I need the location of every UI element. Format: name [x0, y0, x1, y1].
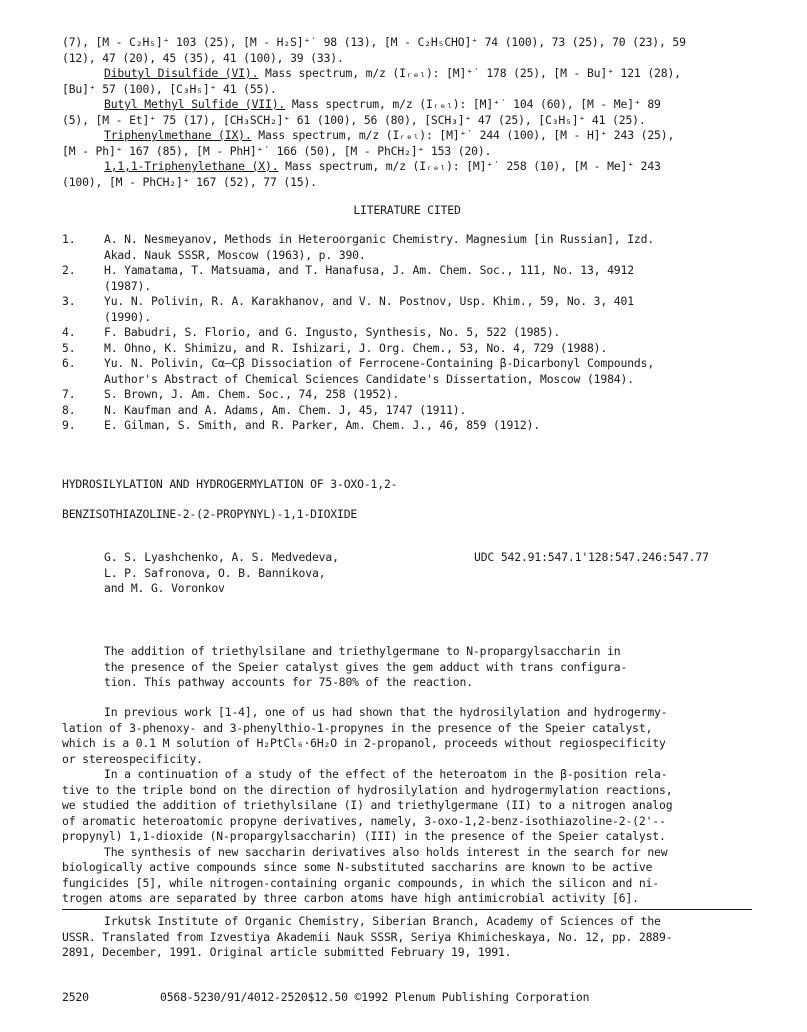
reference-number: 7. [62, 387, 76, 401]
compound-x-line [62, 159, 752, 175]
body-line: The synthesis of new saccharin derivatives also holds interest in the search for new [104, 844, 668, 859]
reference-number: 4. [62, 325, 76, 339]
author-line: L. P. Safronova, O. B. Bannikova, [104, 565, 326, 580]
author-line: G. S. Lyashchenko, A. S. Medvedeva, [104, 550, 339, 564]
authors [104, 550, 464, 597]
reference-text [104, 341, 752, 357]
reference-number: 1. [62, 232, 76, 246]
reference-text [104, 356, 752, 387]
literature-heading: LITERATURE CITED [353, 203, 461, 217]
footnote-line: Irkutsk Institute of Organic Chemistry, Siberian Branch, Academy of Sciences of the [104, 914, 661, 928]
body-line: propynyl) 1,1-dioxide (N-propargylsaccharin) (III) in the presence of the Speier catalyst. [62, 829, 666, 843]
body-line: or stereospecificity. [62, 751, 203, 766]
spectrum-line: (7), [M - C₂H₅]⁺ 103 (25), [M - H₂S]⁺˙ 98 (13), [M - C₂H₅CHO]⁺ 74 (100), 73 (25), 70 (23), 59 [62, 35, 686, 49]
copyright-line: 0568-5230/91/4012-2520$12.50 ©1992 Plenum Publishing Corporation [160, 990, 590, 1004]
spectrum-line: (100), [M - PhCH₂]⁺ 167 (52), 77 (15). [62, 174, 317, 189]
reference-text [104, 232, 752, 263]
compound-vii-line [62, 97, 752, 113]
reference-number: 2. [62, 263, 76, 277]
reference-line: M. Ohno, K. Shimizu, and R. Ishizari, J. Org. Chem., 53, No. 4, 729 (1988). [104, 340, 608, 355]
body-line: biologically active compounds since some N-substituted saccharins are known to be active [62, 860, 653, 874]
reference-item [62, 403, 752, 419]
abstract [104, 644, 744, 691]
spectrum-text: Mass spectrum, m/z (Iᵣₑₗ): [M]⁺˙ 244 (100), [M - H]⁺ 243 (25), [251, 128, 675, 142]
reference-number: 5. [62, 340, 76, 355]
body-line: In previous work [1-4], one of us had shown that the hydrosilylation and hydrogermy- [104, 705, 668, 719]
reference-line: S. Brown, J. Am. Chem. Soc., 74, 258 (1952). [104, 387, 400, 401]
reference-text [104, 387, 752, 403]
body-line: trogen atoms are separated by three carbon atoms have high antimicrobial activity [6]. [62, 891, 639, 905]
compound-ix-line [62, 128, 752, 144]
body-line: In a continuation of a study of the effect of the heteroatom in the β-position rela- [104, 767, 668, 781]
reference-item [62, 325, 752, 341]
reference-line: H. Yamatama, T. Matsuama, and T. Hanafusa, J. Am. Chem. Soc., 111, No. 13, 4912 [104, 263, 634, 277]
compound-name: Triphenylmethane (IX). [104, 128, 252, 142]
reference-line: (1990). [104, 309, 151, 324]
body-text [62, 705, 752, 907]
reference-item [62, 418, 752, 434]
reference-line: N. Kaufman and A. Adams, Am. Chem. J, 45, 1747 (1911). [104, 402, 467, 417]
spectrum-line: [M - Ph]⁺ 167 (85), [M - PhH]⁺˙ 166 (50), [M - PhCH₂]⁺ 153 (20). [62, 143, 492, 158]
udc-code: UDC 542.91:547.1'128:547.246:547.77 [474, 550, 709, 564]
reference-text [104, 403, 752, 419]
body-line: which is a 0.1 M solution of H₂PtCl₆·6H₂O in 2-propanol, proceeds without regiospecificity [62, 736, 666, 750]
reference-number: 6. [62, 356, 76, 370]
abstract-line: the presence of the Speier catalyst gives the gem adduct with trans configura- [104, 659, 628, 674]
page-number: 2520 [62, 990, 89, 1004]
body-line: of aromatic heteroatomic propyne derivatives, namely, 3-oxo-1,2-benz-isothiazoline-2-(2'-- [62, 813, 666, 828]
reference-line: F. Babudri, S. Florio, and G. Ingusto, Synthesis, No. 5, 522 (1985). [104, 325, 561, 339]
body-line: fungicides [5], while nitrogen-containing organic compounds, in which the silicon and ni- [62, 875, 659, 890]
spectrum-line: [Bu]⁺ 57 (100), [C₃H₅]⁺ 41 (55). [62, 81, 277, 96]
reference-line: Yu. N. Polivin, Cα–Cβ Dissociation of Ferrocene-Containing β-Dicarbonyl Compounds, [104, 356, 655, 370]
compound-name: Butyl Methyl Sulfide (VII). [104, 97, 286, 111]
author-line: and M. G. Voronkov [104, 581, 225, 595]
reference-number: 9. [62, 418, 76, 432]
reference-line: A. N. Nesmeyanov, Methods in Heteroorganic Chemistry. Magnesium [in Russian], Izd. [104, 232, 655, 246]
reference-item [62, 232, 752, 263]
spectrum-text: Mass spectrum, m/z (Iᵣₑₗ): [M]⁺˙ 258 (10), [M - Me]⁺ 243 [278, 159, 661, 173]
article-title-line-1: HYDROSILYLATION AND HYDROGERMYLATION OF 3-OXO-1,2- [62, 477, 398, 491]
spectrum-line: (12), 47 (20), 45 (35), 41 (100), 39 (33). [62, 50, 344, 65]
reference-line: (1987). [104, 278, 151, 293]
reference-line: E. Gilman, S. Smith, and R. Parker, Am. Chem. J., 46, 859 (1912). [104, 418, 541, 432]
abstract-line: The addition of triethylsilane and triethylgermane to N-propargylsaccharin in [104, 644, 621, 658]
reference-text [104, 325, 752, 341]
reference-text [104, 294, 752, 325]
body-line: tive to the triple bond on the direction of hydrosilylation and hydrogermylation reactions, [62, 782, 673, 797]
reference-line: Author's Abstract of Chemical Sciences Candidate's Dissertation, Moscow (1984). [104, 371, 634, 386]
reference-number: 8. [62, 402, 76, 417]
compound-name: 1,1,1-Triphenylethane (X). [104, 159, 279, 173]
abstract-line: tion. This pathway accounts for 75-80% of the reaction. [104, 675, 473, 689]
reference-line: Akad. Nauk SSSR, Moscow (1963), p. 390. [104, 247, 366, 262]
reference-list [62, 232, 752, 434]
reference-item [62, 294, 752, 325]
reference-text [104, 418, 752, 434]
reference-text [104, 263, 752, 294]
compound-name: Dibutyl Disulfide (VI). [104, 66, 259, 80]
reference-number: 3. [62, 294, 76, 308]
footnote-line: 2891, December, 1991. Original article submitted February 19, 1991. [62, 945, 512, 959]
reference-item [62, 356, 752, 387]
spectrum-line: (5), [M - Et]⁺ 75 (17), [CH₃SCH₂]⁺ 61 (100), 56 (80), [SCH₃]⁺ 47 (25), [C₃H₅]⁺ 41 (25). [62, 112, 646, 127]
footnote-line: USSR. Translated from Izvestiya Akademii Nauk SSSR, Seriya Khimicheskaya, No. 12, pp. 2889- [62, 929, 673, 944]
compound-vi-line [62, 66, 752, 82]
reference-item [62, 341, 752, 357]
body-line: we studied the addition of triethylsilane (I) and triethylgermane (II) to a nitrogen analog [62, 798, 673, 812]
reference-line: Yu. N. Polivin, R. A. Karakhanov, and V. N. Postnov, Usp. Khim., 59, No. 3, 401 [104, 294, 634, 308]
body-line: lation of 3-phenoxy- and 3-phenylthio-1-propynes in the presence of the Speier catalyst, [62, 720, 653, 735]
mass-spectra-block [62, 35, 752, 190]
spectrum-text: Mass spectrum, m/z (Iᵣₑₗ): [M]⁺˙ 178 (25), [M - Bu]⁺ 121 (28), [258, 66, 681, 80]
footnote-divider [62, 909, 752, 910]
spectrum-text: Mass spectrum, m/z (Iᵣₑₗ): [M]⁺˙ 104 (60), [M - Me]⁺ 89 [285, 97, 661, 111]
reference-item [62, 263, 752, 294]
reference-item [62, 387, 752, 403]
article-title-line-2: BENZISOTHIAZOLINE-2-(2-PROPYNYL)-1,1-DIOXIDE [62, 507, 358, 521]
footnote [62, 914, 752, 961]
